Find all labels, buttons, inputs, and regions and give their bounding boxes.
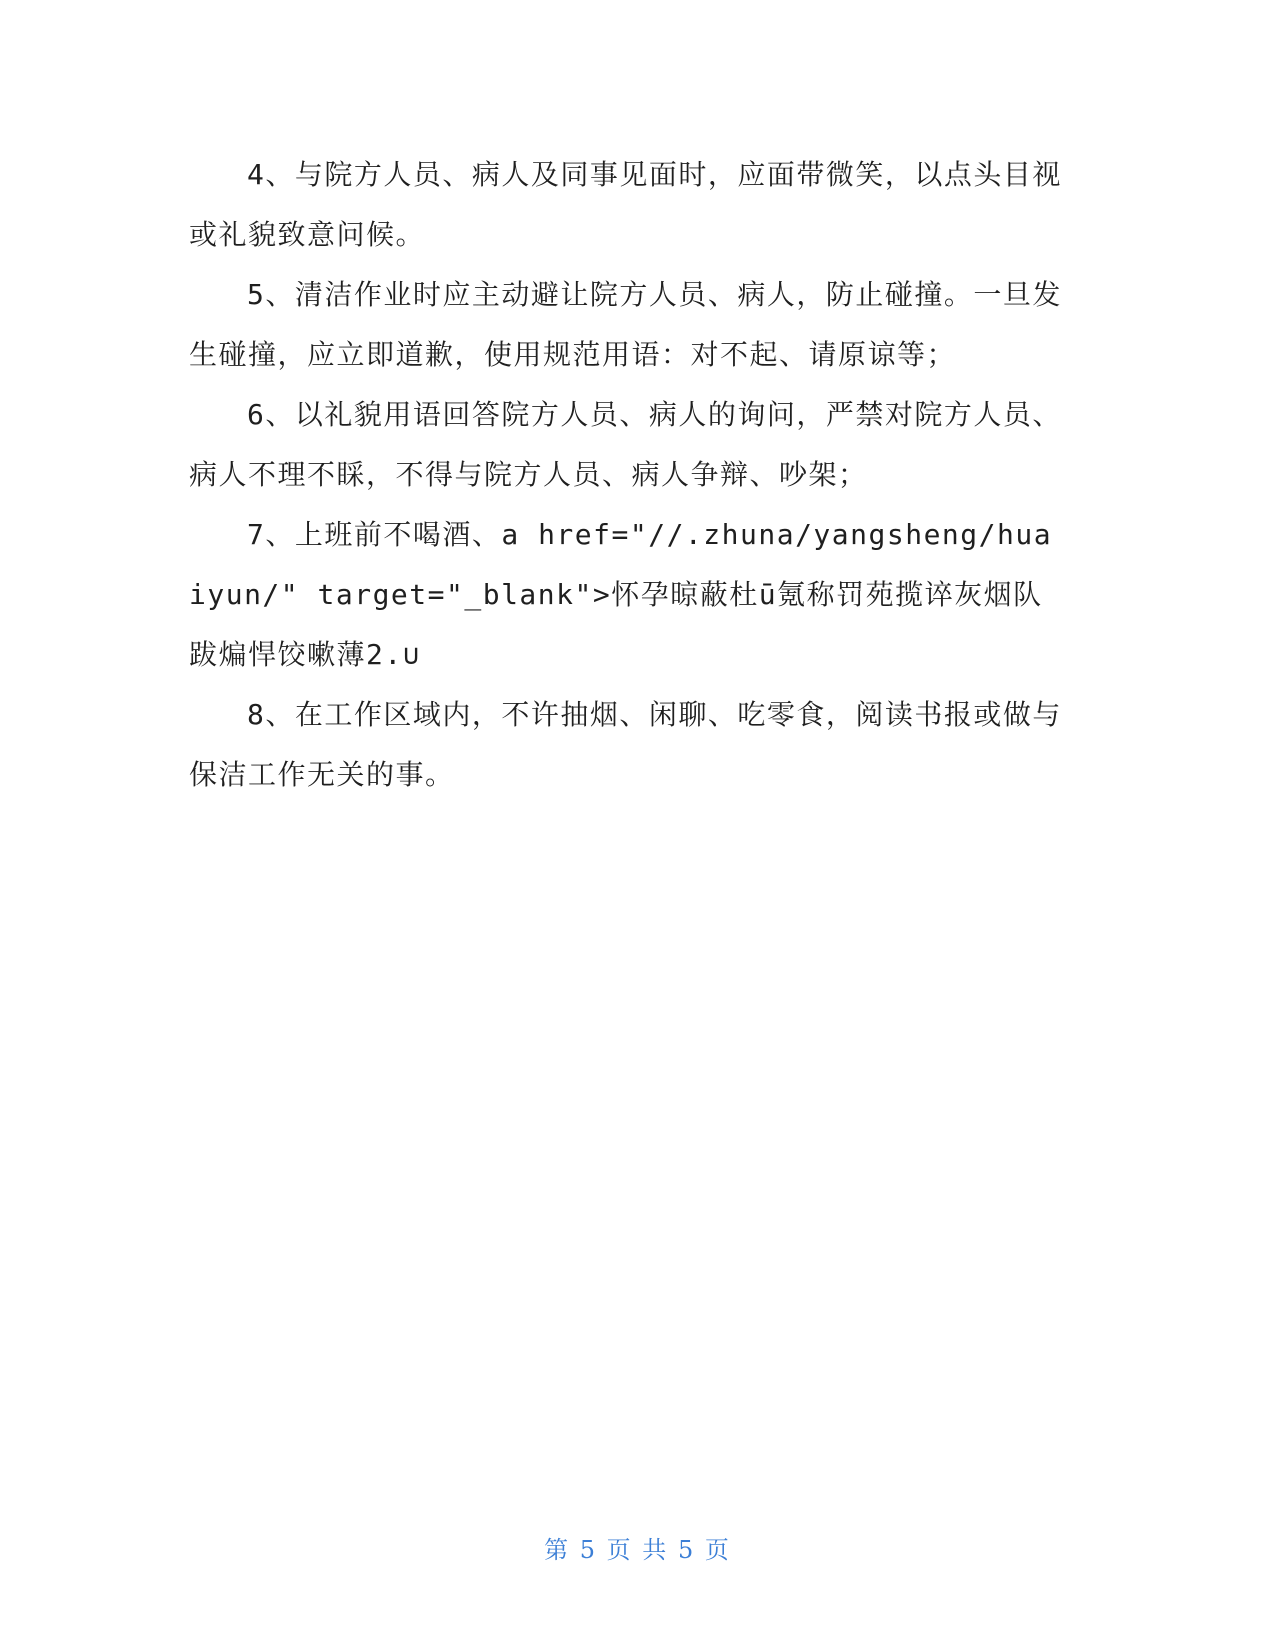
paragraph-5: 5、清洁作业时应主动避让院方人员、病人，防止碰撞。一旦发生碰撞，应立即道歉，使用规范用语：对不起、请原谅等； [189, 278, 1062, 371]
paragraph-8: 8、在工作区域内，不许抽烟、闲聊、吃零食，阅读书报或做与保洁工作无关的事。 [189, 698, 1062, 791]
paragraph-7: 7、上班前不喝酒、a href="//.zhuna/yangsheng/huaiyun/" target="_blank">怀孕晾蔽杜ū氪称罚苑揽谇灰烟队跋煸悍饺嗽薄2.∪ [189, 518, 1053, 671]
paragraph-6: 6、以礼貌用语回答院方人员、病人的询问，严禁对院方人员、病人不理不睬，不得与院方人员、病人争辩、吵架； [189, 398, 1062, 491]
page-number-footer: 第 5 页 共 5 页 [544, 1536, 731, 1564]
paragraph-4: 4、与院方人员、病人及同事见面时，应面带微笑，以点头目视或礼貌致意问候。 [189, 158, 1062, 251]
document-body [189, 145, 1069, 805]
